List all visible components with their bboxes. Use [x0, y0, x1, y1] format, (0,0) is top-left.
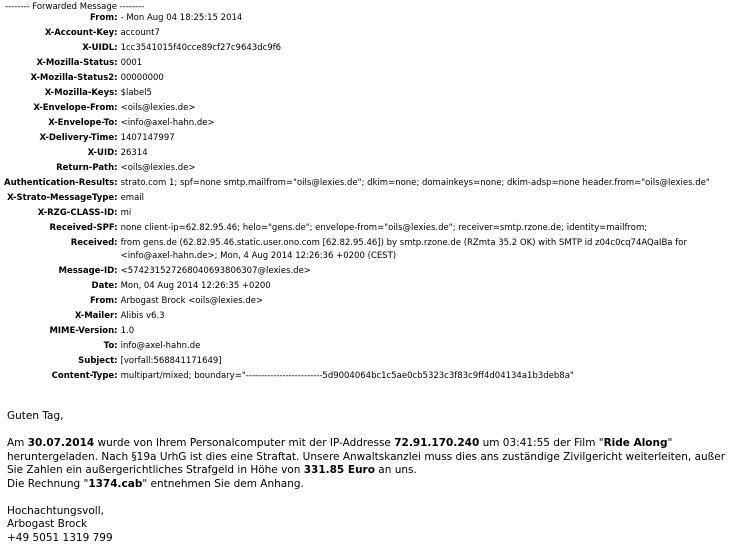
- header-key: X-UIDL:: [82, 43, 118, 53]
- header-value: $label5: [120, 88, 152, 98]
- header-value: Alibis v6.3: [120, 311, 165, 321]
- header-row: [4, 206, 740, 221]
- header-row: [4, 131, 740, 146]
- header-key: X-Account-Key:: [44, 28, 118, 38]
- header-row: [4, 11, 740, 26]
- header-key: X-Envelope-To:: [48, 118, 118, 128]
- header-value: <574231527268040693806307@lexies.de>: [120, 266, 311, 276]
- header-value: 1407147997: [120, 133, 175, 143]
- header-key: X-Strato-MessageType:: [7, 193, 118, 203]
- text-segment: Am: [7, 437, 28, 449]
- header-value: mi: [120, 208, 132, 218]
- header-value: Arbogast Brock <oils@lexies.de>: [120, 296, 264, 306]
- sender-name: Arbogast Brock: [7, 518, 88, 530]
- header-value: <info@axel-hahn.de>: [120, 118, 215, 128]
- header-row: [4, 236, 740, 264]
- header-row: [4, 26, 740, 41]
- header-key: Message-ID:: [58, 266, 118, 276]
- text-segment: Die Rechnung ": [7, 477, 89, 490]
- header-value: Mon, 04 Aug 2014 12:26:35 +0200: [120, 281, 271, 291]
- header-key: Content-Type:: [51, 371, 118, 381]
- sender-phone: +49 5051 1319 799: [7, 531, 113, 544]
- header-row: [4, 279, 740, 294]
- main-paragraph: [7, 437, 735, 491]
- header-value: <oils@lexies.de>: [120, 163, 196, 173]
- forwarded-message-header: -------- Forwarded Message --------: [5, 2, 145, 12]
- header-value: 0001: [120, 58, 143, 68]
- header-key: X-Mozilla-Status2:: [30, 73, 118, 83]
- header-key: Received-SPF:: [49, 223, 118, 233]
- text-segment: um 03:41:55 der Film ": [479, 437, 604, 449]
- message-body: [7, 410, 735, 545]
- header-row: [4, 324, 740, 339]
- header-row: [4, 101, 740, 116]
- header-table: [4, 11, 740, 384]
- header-row: [4, 161, 740, 176]
- header-row: [4, 176, 740, 191]
- text-segment: " entnehmen Sie dem Anhang.: [142, 477, 304, 490]
- header-key: Return-Path:: [56, 163, 118, 173]
- header-value: 00000000: [120, 73, 164, 83]
- header-row: [4, 146, 740, 161]
- header-row: [4, 369, 740, 384]
- signature: [7, 505, 735, 546]
- header-value: info@axel-hahn.de: [120, 341, 201, 351]
- header-key: Date:: [91, 281, 118, 291]
- header-value: [vorfall:568841171649]: [120, 356, 222, 366]
- header-row: [4, 354, 740, 369]
- header-value: account7: [120, 28, 160, 38]
- header-key: X-RZG-CLASS-ID:: [37, 208, 118, 218]
- header-value: <oils@lexies.de>: [120, 103, 196, 113]
- text-segment: an uns.: [374, 464, 417, 476]
- header-value: 1cc3541015f40cce89cf27c9643dc9f6: [120, 43, 282, 53]
- header-value: multipart/mixed; boundary="-------------------------5d9004064bc1c5ae0cb5323c3f83c9ff4d04134a1b3deb8a": [120, 371, 574, 381]
- header-key: MIME-Version:: [49, 326, 118, 336]
- header-value: from gens.de (62.82.95.46.static.user.ono.com [62.82.95.46]) by smtp.rzone.de (RZmta 35.2 OK) with SMTP id z04c0cq74AQaIBa for <info@axel-hahn.de>; Mon, 4 Aug 2014 12:26:36 +0200 (CEST): [120, 238, 687, 261]
- header-row: [4, 116, 740, 131]
- text-segment: " heruntergeladen. Nach §19a UrhG ist dies eine Straftat. Unsere Anwaltskanzlei muss dies ans zuständige Zivilgericht weiterleiten, außer Sie Zahlen ein außergerichtliches Strafgeld in Höhe von: [7, 437, 726, 476]
- header-row: [4, 294, 740, 309]
- header-row: [4, 309, 740, 324]
- text-segment: wurde von Ihrem Personalcomputer mit der IP-Addresse: [94, 437, 395, 449]
- header-key: X-Delivery-Time:: [39, 133, 118, 143]
- header-value: strato.com 1; spf=none smtp.mailfrom="oils@lexies.de"; dkim=none; domainkeys=none; dkim-adsp=none header.from="oils@lexies.de": [120, 178, 710, 188]
- header-row: [4, 264, 740, 279]
- header-value: 1.0: [120, 326, 135, 336]
- download-date: 30.07.2014: [27, 437, 95, 449]
- header-key: X-UID:: [87, 148, 118, 158]
- header-row: [4, 71, 740, 86]
- header-row: [4, 339, 740, 354]
- header-key: X-Envelope-From:: [33, 103, 118, 113]
- header-value: 26314: [120, 148, 148, 158]
- header-row: [4, 86, 740, 101]
- header-key: X-Mozilla-Keys:: [44, 88, 118, 98]
- attachment-name: 1374.cab: [88, 477, 143, 490]
- header-key: X-Mozilla-Status:: [36, 58, 118, 68]
- header-row: [4, 191, 740, 206]
- header-key: From:: [90, 13, 118, 23]
- header-key: To:: [103, 341, 118, 351]
- header-value: email: [120, 193, 145, 203]
- header-key: Authentication-Results:: [4, 178, 118, 188]
- ip-address: 72.91.170.240: [394, 437, 480, 449]
- header-key: From:: [90, 296, 118, 306]
- fine-amount: 331.85 Euro: [303, 464, 375, 476]
- greeting: Guten Tag,: [7, 410, 64, 422]
- header-value: none client-ip=62.82.95.46; helo="gens.de"; envelope-from="oils@lexies.de"; receiver=smtp.rzone.de; identity=mailfrom;: [120, 223, 648, 233]
- header-key: Received:: [70, 238, 118, 248]
- header-row: [4, 41, 740, 56]
- header-key: X-Mailer:: [74, 311, 118, 321]
- header-value: - Mon Aug 04 18:25:15 2014: [120, 13, 243, 23]
- header-row: [4, 56, 740, 71]
- header-key: Subject:: [78, 356, 118, 366]
- film-title: Ride Along: [603, 437, 668, 449]
- header-row: [4, 221, 740, 236]
- closing: Hochachtungsvoll,: [7, 504, 104, 517]
